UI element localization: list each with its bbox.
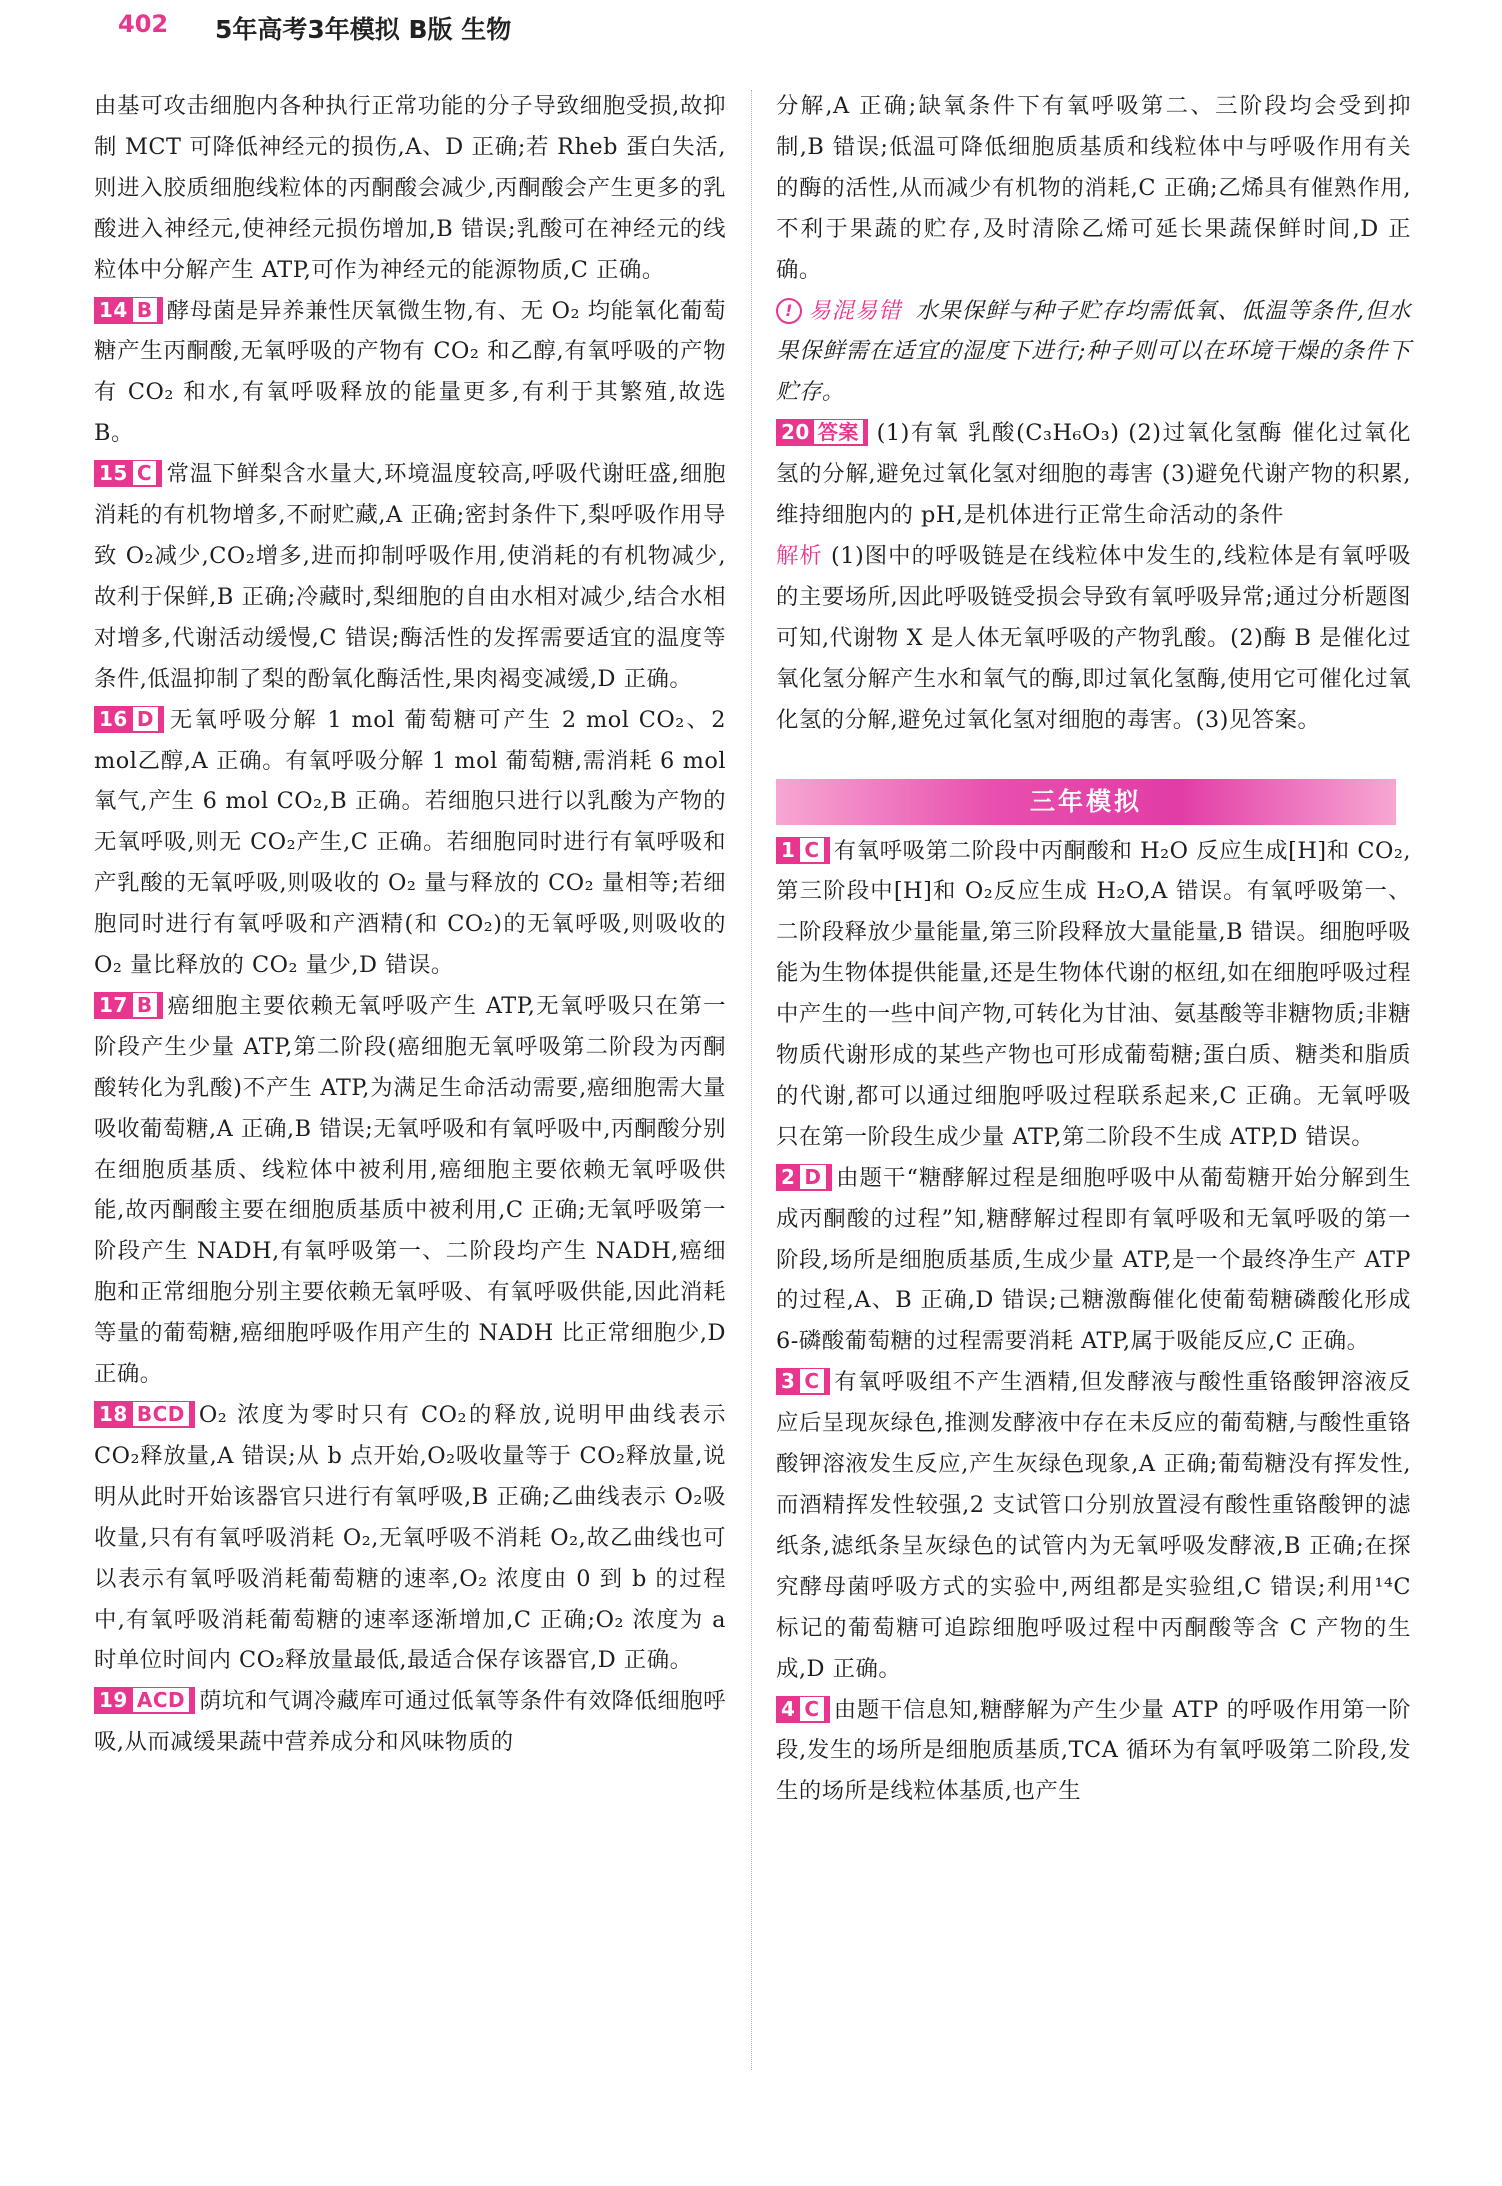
question-badge: 15 C [94,460,162,487]
answer-item-15 [94,454,726,699]
column-divider [751,90,752,2070]
warning-text: 水果保鲜与种子贮存均需低氧、低温等条件,但水果保鲜需在适宜的湿度下进行;种子则可以在环境干燥的条件下贮存。 [776,297,1412,406]
question-badge: 20 答案 [776,419,868,446]
answer-text: 由题干信息知,糖酵解为产生少量 ATP 的呼吸作用第一阶段,发生的场所是细胞质基质,TCA 循环为有氧呼吸第二阶段,发生的场所是线粒体基质,也产生 [776,1696,1411,1805]
answer-item-18 [94,1395,726,1681]
answer-item-14 [94,291,726,455]
continued-paragraph: 由基可攻击细胞内各种执行正常功能的分子导致细胞受损,故抑制 MCT 可降低神经元的损伤,A、D 正确;若 Rheb 蛋白失活,则进入胶质细胞线粒体的丙酮酸会减少,丙酮酸会产生更多的乳酸进入神经元,使神经元损伤增加,B 错误;乳酸可在神经元的线粒体中分解产生 ATP,可作为神经元的能源物质,C 正确。 [94,93,726,283]
answer-item-17 [94,986,726,1395]
question-badge: 17 B [94,992,163,1019]
question-badge: 4 C [776,1696,830,1723]
mock-answer-4 [776,1690,1411,1813]
answer-text: 有氧呼吸第二阶段中丙酮酸和 H₂O 反应生成[H]和 CO₂,第三阶段中[H]和 O₂反应生成 H₂O,A 错误。有氧呼吸第一、二阶段释放少量能量,第三阶段释放大量能量,B 错误。细胞呼吸能为生物体提供能量,还是生物体代谢的枢纽,如在细胞呼吸过程中产生的一些中间产物,可转化为甘油、氨基酸等非糖物质;非糖物质代谢形成的某些产物也可形成葡萄糖;蛋白质、糖类和脂质的代谢,都可以通过细胞呼吸过程联系起来,C 正确。无氧呼吸只在第一阶段生成少量 ATP,第二阶段不生成 ATP,D 错误。 [776,837,1411,1150]
question-badge: 14 B [94,297,163,324]
answer-text: 有氧呼吸组不产生酒精,但发酵液与酸性重铬酸钾溶液反应后呈现灰绿色,推测发酵液中存在未反应的葡萄糖,与酸性重铬酸钾溶液发生反应,产生灰绿色现象,A 正确;葡萄糖没有挥发性,而酒精挥发性较强,2 支试管口分别放置浸有酸性重铬酸钾的滤纸条,滤纸条呈灰绿色的试管内为无氧呼吸发酵液,B 正确;在探究酵母菌呼吸方式的实验中,两组都是实验组,C 错误;利用¹⁴C 标记的葡萄糖可追踪细胞呼吸过程中丙酮酸等含 C 产物的生成,D 正确。 [776,1369,1411,1682]
answer-text: 酵母菌是异养兼性厌氧微生物,有、无 O₂ 均能氧化葡萄糖产生丙酮酸,无氧呼吸的产物有 CO₂ 和乙醇,有氧呼吸的产物有 CO₂ 和水,有氧呼吸释放的能量更多,有利于其繁殖,故选 B。 [94,297,726,447]
answer-item-19 [94,1681,726,1763]
page-number: 402 [118,10,169,38]
page-header [0,0,1502,60]
question-badge: 18 BCD [94,1401,195,1428]
analysis-label: 解析 [776,542,823,569]
mock-answer-1 [776,831,1411,1158]
mock-answer-2 [776,1158,1411,1363]
answer-text: (1)有氧 乳酸(C₃H₆O₃) (2)过氧化氢酶 催化过氧化氢的分解,避免过氧化氢对细胞的毒害 (3)避免代谢产物的积累,维持细胞内的 pH,是机体进行正常生命活动的条件 [776,420,1411,529]
analysis-item-20 [776,536,1411,741]
answer-text: O₂ 浓度为零时只有 CO₂的释放,说明甲曲线表示 CO₂释放量,A 错误;从 b 点开始,O₂吸收量等于 CO₂释放量,说明从此时开始该器官只进行有氧呼吸,B 正确;乙曲线表示 O₂吸收量,只有有氧呼吸消耗 O₂,无氧呼吸不消耗 O₂,故乙曲线也可以表示有氧呼吸消耗葡萄糖的速率,O₂ 浓度由 0 到 b 的过程中,有氧呼吸消耗葡萄糖的速率逐渐增加,C 正确;O₂ 浓度为 a 时单位时间内 CO₂释放量最低,最适合保存该器官,D 正确。 [94,1402,726,1674]
question-badge: 2 D [776,1164,832,1191]
warning-title: 易混易错 [808,297,902,324]
analysis-text: (1)图中的呼吸链是在线粒体中发生的,线粒体是有氧呼吸的主要场所,因此呼吸链受损会导致有氧呼吸异常;通过分析题图可知,代谢物 X 是人体无氧呼吸的产物乳酸。(2)酶 B 是催化过氧化氢分解产生水和氧气的酶,即过氧化氢酶,使用它可催化过氧化氢的分解,避免过氧化氢对细胞的毒害。(3)见答案。 [776,542,1411,733]
book-title: 5年高考3年模拟 B版 生物 [215,15,512,44]
section-title-bar: 三年模拟 [776,779,1396,825]
answer-item-20 [776,413,1411,536]
answer-text: 无氧呼吸分解 1 mol 葡萄糖可产生 2 mol CO₂、2 mol乙醇,A 正确。有氧呼吸分解 1 mol 葡萄糖,需消耗 6 mol 氧气,产生 6 mol CO₂,B 正确。若细胞只进行以乳酸为产物的无氧呼吸,则无 CO₂产生,C 正确。若细胞同时进行有氧呼吸和产乳酸的无氧呼吸,则吸收的 O₂ 量与释放的 CO₂ 量相等;若细胞同时进行有氧呼吸和产酒精(和 CO₂)的无氧呼吸,则吸收的 O₂ 量比释放的 CO₂ 量少,D 错误。 [94,706,726,979]
left-column [94,86,726,1763]
question-badge: 16 D [94,706,164,733]
mock-answer-3 [776,1362,1411,1689]
answer-text: 荫坑和气调冷藏库可通过低氧等条件有效降低细胞呼吸,从而减缓果蔬中营养成分和风味物质的 [94,1688,726,1756]
answer-text: 常温下鲜梨含水量大,环境温度较高,呼吸代谢旺盛,细胞消耗的有机物增多,不耐贮藏,A 正确;密封条件下,梨呼吸作用导致 O₂减少,CO₂增多,进而抑制呼吸作用,使消耗的有机物减少,故利于保鲜,B 正确;冷藏时,梨细胞的自由水相对减少,结合水相对增多,代谢活动缓慢,C 错误;酶活性的发挥需要适宜的温度等条件,低温抑制了梨的酚氧化酶活性,果肉褐变减缓,D 正确。 [94,461,726,692]
exclamation-icon: ! [776,298,802,324]
continued-paragraph: 分解,A 正确;缺氧条件下有氧呼吸第二、三阶段均会受到抑制,B 错误;低温可降低细胞质基质和线粒体中与呼吸作用有关的酶的活性,从而减少有机物的消耗,C 正确;乙烯具有催熟作用,不利于果蔬的贮存,及时清除乙烯可延长果蔬保鲜时间,D 正确。 [776,93,1411,283]
question-badge: 3 C [776,1368,830,1395]
right-column [776,86,1411,1812]
question-badge: 1 C [776,837,830,864]
warning-note [776,291,1411,414]
question-badge: 19 ACD [94,1687,195,1714]
answer-item-16 [94,700,726,986]
answer-text: 由题干“糖酵解过程是细胞呼吸中从葡萄糖开始分解到生成丙酮酸的过程”知,糖酵解过程即有氧呼吸和无氧呼吸的第一阶段,场所是细胞质基质,生成少量 ATP,是一个最终净生产 ATP 的过程,A、B 正确,D 错误;己糖激酶催化使葡萄糖磷酸化形成 6-磷酸葡萄糖的过程需要消耗 ATP,属于吸能反应,C 正确。 [776,1164,1411,1355]
answer-text: 癌细胞主要依赖无氧呼吸产生 ATP,无氧呼吸只在第一阶段产生少量 ATP,第二阶段(癌细胞无氧呼吸第二阶段为丙酮酸转化为乳酸)不产生 ATP,为满足生命活动需要,癌细胞需大量吸收葡萄糖,A 正确,B 错误;无氧呼吸和有氧呼吸中,丙酮酸分别在细胞质基质、线粒体中被利用,癌细胞主要依赖无氧呼吸供能,故丙酮酸主要在细胞质基质中被利用,C 正确;无氧呼吸第一阶段产生 NADH,有氧呼吸第一、二阶段均产生 NADH,癌细胞和正常细胞分别主要依赖无氧呼吸、有氧呼吸供能,因此消耗等量的葡萄糖,癌细胞呼吸作用产生的 NADH 比正常细胞少,D 正确。 [94,992,726,1388]
